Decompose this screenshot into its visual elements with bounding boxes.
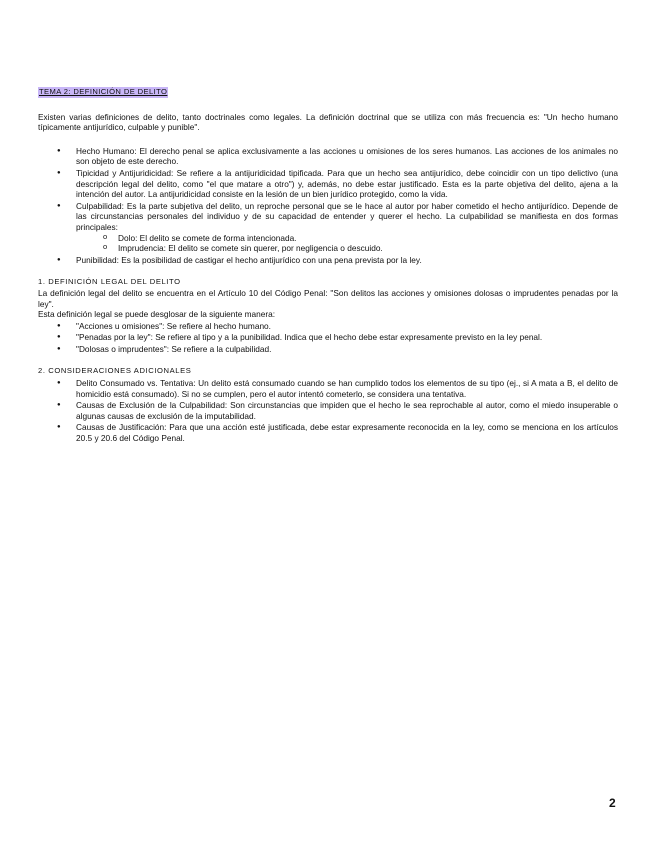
- section-lead: Esta definición legal se puede desglosar de la siguiente manera:: [38, 309, 276, 320]
- list-item: ● "Dolosas o imprudentes": Se refiere a la culpabilidad.: [76, 344, 618, 355]
- section-heading: 1. DEFINICIÓN LEGAL DEL DELITO: [38, 277, 181, 287]
- sub-list-item: o Imprudencia: El delito se comete sin querer, por negligencia o descuido.: [118, 243, 618, 254]
- list-item: ● Punibilidad: Es la posibilidad de castigar el hecho antijurídico con una pena prevista por la ley.: [76, 255, 618, 266]
- section-heading: 2. CONSIDERACIONES ADICIONALES: [38, 366, 192, 376]
- additional-considerations-list: [38, 378, 618, 444]
- section-body: La definición legal del delito se encuentra en el Artículo 10 del Código Penal: "Son delitos las acciones y omisiones dolosas o imprudentes penadas por la ley".: [38, 287, 618, 309]
- list-item: ● Hecho Humano: El derecho penal se aplica exclusivamente a las acciones u omisiones de los seres humanos. Las acciones de los animales no son objeto de este derecho.: [76, 146, 618, 167]
- list-item-text: Culpabilidad: Es la parte subjetiva del delito, un reproche personal que se le hace al autor por haber cometido el hecho antijurídico. Depende de las circunstancias personales del individuo y de su capacidad de entender y querer el hecho. La culpabilidad se manifiesta en dos formas principales:: [76, 200, 618, 232]
- delito-elements-list: [38, 146, 618, 266]
- list-item: ● Causas de Justificación: Para que una acción esté justificada, debe estar expresamente reconocida en la ley, como se menciona en los artículos 20.5 y 20.6 del Código Penal.: [76, 422, 618, 443]
- intro-paragraph: Existen varias definiciones de delito, tanto doctrinales como legales. La definición doctrinal que se utiliza con más frecuencia es: "Un hecho humano típicamente antijurídico, culpable y punible".: [38, 111, 618, 133]
- list-item: ● Tipicidad y Antijuridicidad: Se refiere a la antijuridicidad tipificada. Para que un hecho sea antijurídico, debe coincidir con un tipo delictivo (una descripción legal del delito, como "el que matare a otro") y, además, no debe estar justificado. Esta es la parte objetiva del delito, ajena a la intención del autor. La antijuridicidad consiste en la lesión de un bien jurídico protegido, como la vida.: [76, 168, 618, 200]
- list-item: ● Causas de Exclusión de la Culpabilidad: Son circunstancias que impiden que el hecho le sea reprochable al autor, como el miedo insuperable o algunas causas de exclusión de la imputabilidad.: [76, 400, 618, 421]
- page-number: 2: [609, 796, 616, 810]
- culpability-forms-list: [76, 233, 618, 254]
- legal-definition-list: [38, 321, 618, 355]
- document-page: [38, 86, 618, 445]
- list-item: ● "Penadas por la ley": Se refiere al tipo y a la punibilidad. Indica que el hecho debe estar expresamente previsto en la ley penal.: [76, 332, 618, 343]
- list-item: ● Delito Consumado vs. Tentativa: Un delito está consumado cuando se han cumplido todos los elementos de su tipo (ej., si A mata a B, el delito de homicidio está consumado). Si no se cumplen, pero el autor intentó cometerlo, se considera una tentativa.: [76, 378, 618, 399]
- sub-list-item: o Dolo: El delito se comete de forma intencionada.: [118, 233, 618, 244]
- document-title: TEMA 2: DEFINICIÓN DE DELITO: [39, 87, 168, 96]
- list-item: [76, 201, 618, 254]
- list-item: ● "Acciones u omisiones": Se refiere al hecho humano.: [76, 321, 618, 332]
